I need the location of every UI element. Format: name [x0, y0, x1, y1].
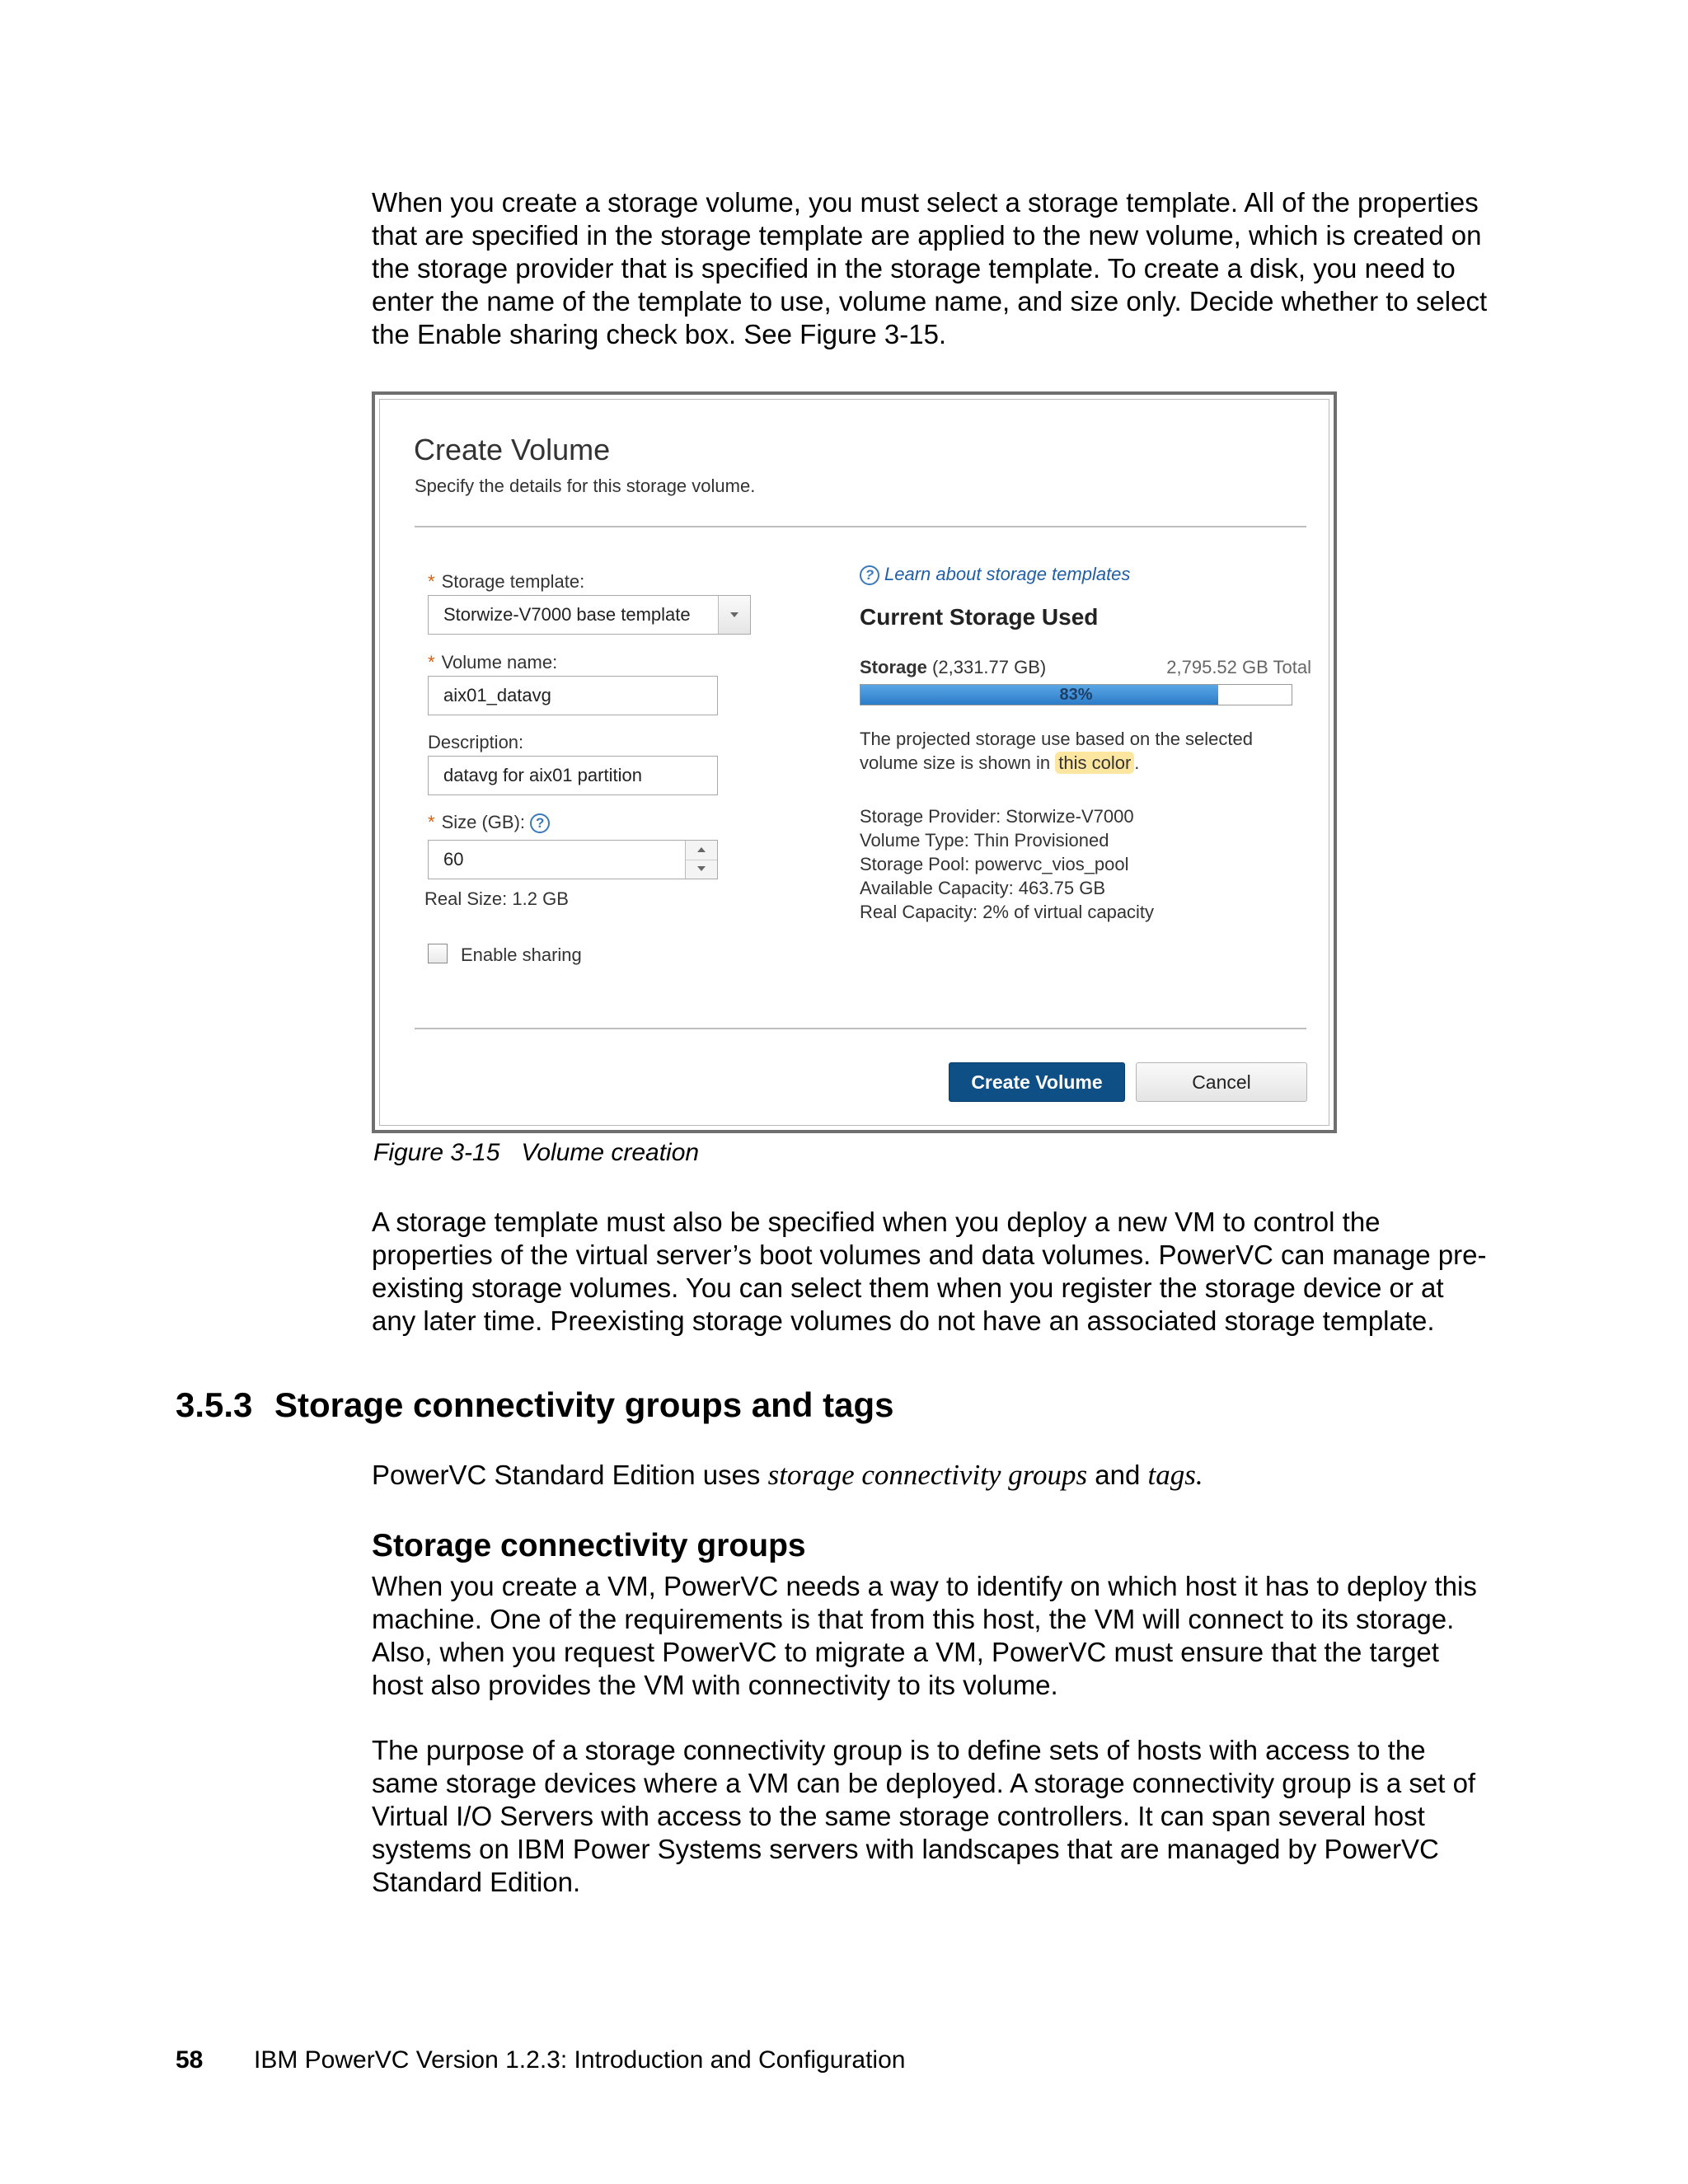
- figure-create-volume-dialog: [372, 391, 1337, 1133]
- figure-caption-text: Volume creation: [521, 1139, 700, 1166]
- page-footer: [176, 2044, 905, 2077]
- paragraph-vm-host: When you create a VM, PowerVC needs a way to identify on which host it has to deploy this machine. One of the requirements is that from this host, the VM will connect to its storage. Also, when you request PowerVC to migrate a VM, PowerVC must ensure that the target host also provides the VM with connectivity to its volume.: [372, 1571, 1477, 1700]
- intro-paragraph: When you create a storage volume, you must select a storage template. All of the properties that are specified in the storage template are applied to the new volume, which is created on the storage provider that is specified in the storage template. To create a disk, you need to enter the name of the template to use, volume name, and size only. Decide whether to select the Enable sharing check box. See Figure 3-15.: [372, 187, 1488, 349]
- dialog-top-divider: [415, 526, 1306, 527]
- enable-sharing-checkbox[interactable]: [428, 944, 448, 963]
- increment-icon[interactable]: [686, 841, 717, 860]
- page-number: 58: [176, 2046, 204, 2074]
- volume-name-label: * Volume name:: [428, 652, 558, 673]
- learn-storage-templates-link[interactable]: ? Learn about storage templates: [860, 564, 1130, 585]
- figure-number: Figure 3-15: [373, 1139, 500, 1166]
- description-input[interactable]: [428, 756, 718, 795]
- create-volume-button[interactable]: Create Volume: [949, 1062, 1125, 1102]
- real-size-text: Real Size: 1.2 GB: [424, 888, 569, 909]
- real-capacity-detail: Real Capacity: 2% of virtual capacity: [860, 902, 1155, 922]
- size-label: * Size (GB): ?: [428, 812, 550, 833]
- help-icon[interactable]: ?: [530, 813, 550, 833]
- available-capacity-detail: Available Capacity: 463.75 GB: [860, 878, 1105, 898]
- storage-label: Storage: [860, 657, 927, 677]
- dialog-title: Create Volume: [414, 433, 611, 466]
- volume-name-value: aix01_datavg: [443, 685, 551, 705]
- enable-sharing-label: Enable sharing: [461, 944, 582, 965]
- volume-name-input[interactable]: [428, 676, 718, 715]
- projected-color-swatch: this color: [1055, 752, 1134, 774]
- storage-total: 2,795.52 GB Total: [1166, 657, 1311, 677]
- help-icon: ?: [860, 565, 879, 585]
- section-title: Storage connectivity groups and tags: [274, 1385, 894, 1424]
- description-value: datavg for aix01 partition: [443, 765, 642, 785]
- chevron-down-icon[interactable]: [718, 596, 750, 634]
- paragraph-deploy-template: A storage template must also be specified when you deploy a new VM to control the properties of the virtual server’s boot volumes and data volumes. PowerVC can manage pre-existing storage volumes. You can select them when you register the storage device or at any later time. Preexisting storage volumes do not have an associated storage template.: [372, 1207, 1487, 1336]
- book-title: IBM PowerVC Version 1.2.3: Introduction and Configuration: [254, 2046, 906, 2074]
- current-storage-title: Current Storage Used: [860, 604, 1099, 630]
- required-marker: *: [428, 652, 435, 673]
- dialog-window: [379, 399, 1329, 1126]
- term-tags: tags: [1147, 1459, 1196, 1491]
- required-marker: *: [428, 812, 435, 832]
- subheading: Storage connectivity groups: [372, 1528, 806, 1563]
- projected-storage-text: The projected storage use based on the selected volume size is shown in this color .: [860, 729, 1253, 773]
- description-label: Description:: [428, 732, 524, 752]
- size-stepper[interactable]: [428, 840, 718, 879]
- required-marker: *: [428, 571, 435, 592]
- storage-used-line: [860, 655, 1046, 679]
- storage-provider-detail: Storage Provider: Storwize-V7000: [860, 806, 1134, 827]
- figure-caption: [373, 1139, 699, 1167]
- section-number: 3.5.3: [176, 1385, 253, 1424]
- storage-template-value: Storwize-V7000 base template: [443, 604, 691, 625]
- size-value: 60: [443, 849, 464, 869]
- storage-usage-bar: [860, 684, 1292, 705]
- storage-usage-percent: 83%: [1059, 686, 1093, 704]
- volume-type-detail: Volume Type: Thin Provisioned: [860, 830, 1109, 851]
- storage-pool-detail: Storage Pool: powervc_vios_pool: [860, 854, 1129, 874]
- cancel-button[interactable]: Cancel: [1136, 1062, 1307, 1102]
- paragraph-editions: PowerVC Standard Edition uses storage connectivity groups and tags.: [372, 1459, 1203, 1491]
- term-storage-connectivity-groups: storage connectivity groups: [767, 1459, 1088, 1491]
- storage-template-label: * Storage template:: [428, 571, 585, 592]
- paragraph-scg-purpose: The purpose of a storage connectivity group is to define sets of hosts with access to the same storage devices where a VM can be deployed. A storage connectivity group is a set of Virtual I/O Servers with access to the same storage controllers. It can span several host systems on IBM Power Systems servers with landscapes that are managed by PowerVC Standard Edition.: [372, 1735, 1476, 1897]
- decrement-icon[interactable]: [686, 860, 717, 879]
- spinner: [685, 841, 717, 879]
- dialog-subtitle: Specify the details for this storage volume.: [415, 476, 756, 496]
- dialog-bottom-divider: [415, 1028, 1306, 1029]
- section-heading: [176, 1385, 893, 1426]
- storage-used-value: (2,331.77 GB): [932, 657, 1047, 677]
- storage-template-select[interactable]: [428, 595, 751, 635]
